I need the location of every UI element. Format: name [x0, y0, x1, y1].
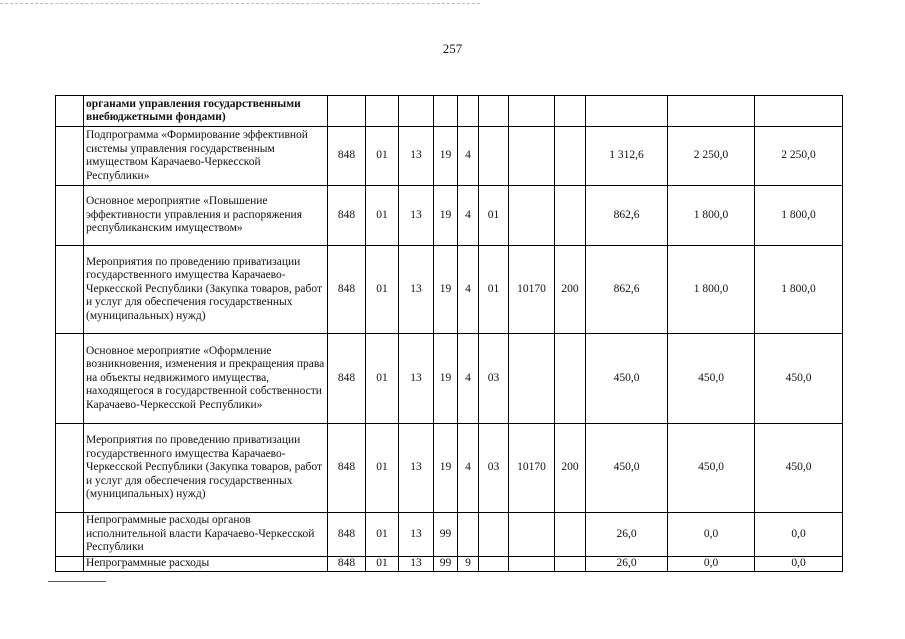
row-index-cell	[56, 96, 84, 127]
direction-code	[509, 557, 555, 572]
amount-year-1: 450,0	[586, 334, 668, 424]
expense-type	[555, 557, 586, 572]
row-name: Мероприятия по проведению приватизации государственного имущества Карачаево-Черкесской Республики (Закупка товаров, работ и услуг для обеспечения государственных (муниципальных) нужд)	[84, 246, 328, 334]
event-code: 03	[479, 334, 509, 424]
subprogram-code: 4	[458, 424, 479, 513]
program-code	[434, 96, 458, 127]
subprogram-code	[458, 96, 479, 127]
row-name: Основное мероприятие «Повышение эффективности управления и распоряжения республиканским имуществом»	[84, 186, 328, 246]
program-code: 19	[434, 127, 458, 186]
table-row	[56, 334, 843, 424]
expense-type: 200	[555, 246, 586, 334]
direction-code: 10170	[509, 424, 555, 513]
amount-year-3: 1 800,0	[755, 186, 843, 246]
row-index-cell	[56, 186, 84, 246]
amount-year-1: 26,0	[586, 557, 668, 572]
amount-year-1	[586, 96, 668, 127]
section-code	[366, 96, 399, 127]
subsection-code: 13	[399, 424, 434, 513]
table-body	[56, 96, 843, 572]
program-code: 99	[434, 513, 458, 557]
amount-year-1: 450,0	[586, 424, 668, 513]
direction-code	[509, 127, 555, 186]
scan-edge-artifact	[0, 3, 480, 4]
admin-code: 848	[328, 424, 366, 513]
row-name: Подпрограмма «Формирование эффективной системы управления государственным имуществом Карачаево-Черкесской Республики»	[84, 127, 328, 186]
admin-code: 848	[328, 334, 366, 424]
direction-code	[509, 334, 555, 424]
subsection-code: 13	[399, 186, 434, 246]
section-code: 01	[366, 557, 399, 572]
subsection-code: 13	[399, 557, 434, 572]
row-index-cell	[56, 334, 84, 424]
event-code: 03	[479, 424, 509, 513]
program-code: 19	[434, 424, 458, 513]
admin-code: 848	[328, 127, 366, 186]
row-index-cell	[56, 424, 84, 513]
subsection-code: 13	[399, 127, 434, 186]
page-number: 257	[442, 41, 463, 56]
program-code: 19	[434, 334, 458, 424]
row-index-cell	[56, 127, 84, 186]
subprogram-code: 9	[458, 557, 479, 572]
table-row	[56, 186, 843, 246]
row-index-cell	[56, 557, 84, 572]
row-name: Непрограммные расходы	[84, 557, 328, 572]
event-code	[479, 557, 509, 572]
direction-code	[509, 96, 555, 127]
event-code: 01	[479, 246, 509, 334]
direction-code: 10170	[509, 246, 555, 334]
program-code: 19	[434, 246, 458, 334]
amount-year-2: 0,0	[668, 557, 755, 572]
admin-code: 848	[328, 557, 366, 572]
expense-type	[555, 186, 586, 246]
amount-year-1: 1 312,6	[586, 127, 668, 186]
amount-year-2: 1 800,0	[668, 186, 755, 246]
event-code	[479, 96, 509, 127]
row-name: Непрограммные расходы органов исполнительной власти Карачаево-Черкесской Республики	[84, 513, 328, 557]
admin-code	[328, 96, 366, 127]
program-code: 99	[434, 557, 458, 572]
amount-year-3: 450,0	[755, 334, 843, 424]
subprogram-code: 4	[458, 127, 479, 186]
amount-year-3: 450,0	[755, 424, 843, 513]
table-row	[56, 557, 843, 572]
row-index-cell	[56, 513, 84, 557]
section-code: 01	[366, 127, 399, 186]
table-row	[56, 127, 843, 186]
amount-year-1: 862,6	[586, 246, 668, 334]
budget-table	[55, 95, 843, 572]
amount-year-3: 0,0	[755, 513, 843, 557]
subprogram-code	[458, 513, 479, 557]
row-name: органами управления государственными внебюджетными фондами)	[84, 96, 328, 127]
subprogram-code: 4	[458, 186, 479, 246]
row-name: Мероприятия по проведению приватизации государственного имущества Карачаево-Черкесской Республики (Закупка товаров, работ и услуг для обеспечения государственных (муниципальных) нужд)	[84, 424, 328, 513]
admin-code: 848	[328, 246, 366, 334]
event-code	[479, 513, 509, 557]
admin-code: 848	[328, 513, 366, 557]
amount-year-2: 450,0	[668, 334, 755, 424]
event-code	[479, 127, 509, 186]
amount-year-1: 862,6	[586, 186, 668, 246]
section-code: 01	[366, 186, 399, 246]
expense-type	[555, 334, 586, 424]
table-row	[56, 246, 843, 334]
subsection-code: 13	[399, 246, 434, 334]
subsection-code: 13	[399, 513, 434, 557]
section-code: 01	[366, 424, 399, 513]
amount-year-2: 1 800,0	[668, 246, 755, 334]
admin-code: 848	[328, 186, 366, 246]
amount-year-3	[755, 96, 843, 127]
section-code: 01	[366, 246, 399, 334]
section-code: 01	[366, 513, 399, 557]
table-row	[56, 513, 843, 557]
expense-type	[555, 513, 586, 557]
amount-year-1: 26,0	[586, 513, 668, 557]
table-row	[56, 96, 843, 127]
subsection-code: 13	[399, 334, 434, 424]
expense-type	[555, 96, 586, 127]
event-code: 01	[479, 186, 509, 246]
direction-code	[509, 186, 555, 246]
row-index-cell	[56, 246, 84, 334]
expense-type	[555, 127, 586, 186]
amount-year-2: 2 250,0	[668, 127, 755, 186]
amount-year-2: 450,0	[668, 424, 755, 513]
program-code: 19	[434, 186, 458, 246]
amount-year-3: 0,0	[755, 557, 843, 572]
amount-year-2: 0,0	[668, 513, 755, 557]
subprogram-code: 4	[458, 334, 479, 424]
subprogram-code: 4	[458, 246, 479, 334]
amount-year-2	[668, 96, 755, 127]
section-code: 01	[366, 334, 399, 424]
scan-mark	[48, 581, 106, 582]
subsection-code	[399, 96, 434, 127]
row-name: Основное мероприятие «Оформление возникновения, изменения и прекращения права на объекты недвижимого имущества, находящегося в государственной собственности Карачаево-Черкесской Республики»	[84, 334, 328, 424]
table-row	[56, 424, 843, 513]
amount-year-3: 2 250,0	[755, 127, 843, 186]
direction-code	[509, 513, 555, 557]
amount-year-3: 1 800,0	[755, 246, 843, 334]
expense-type: 200	[555, 424, 586, 513]
